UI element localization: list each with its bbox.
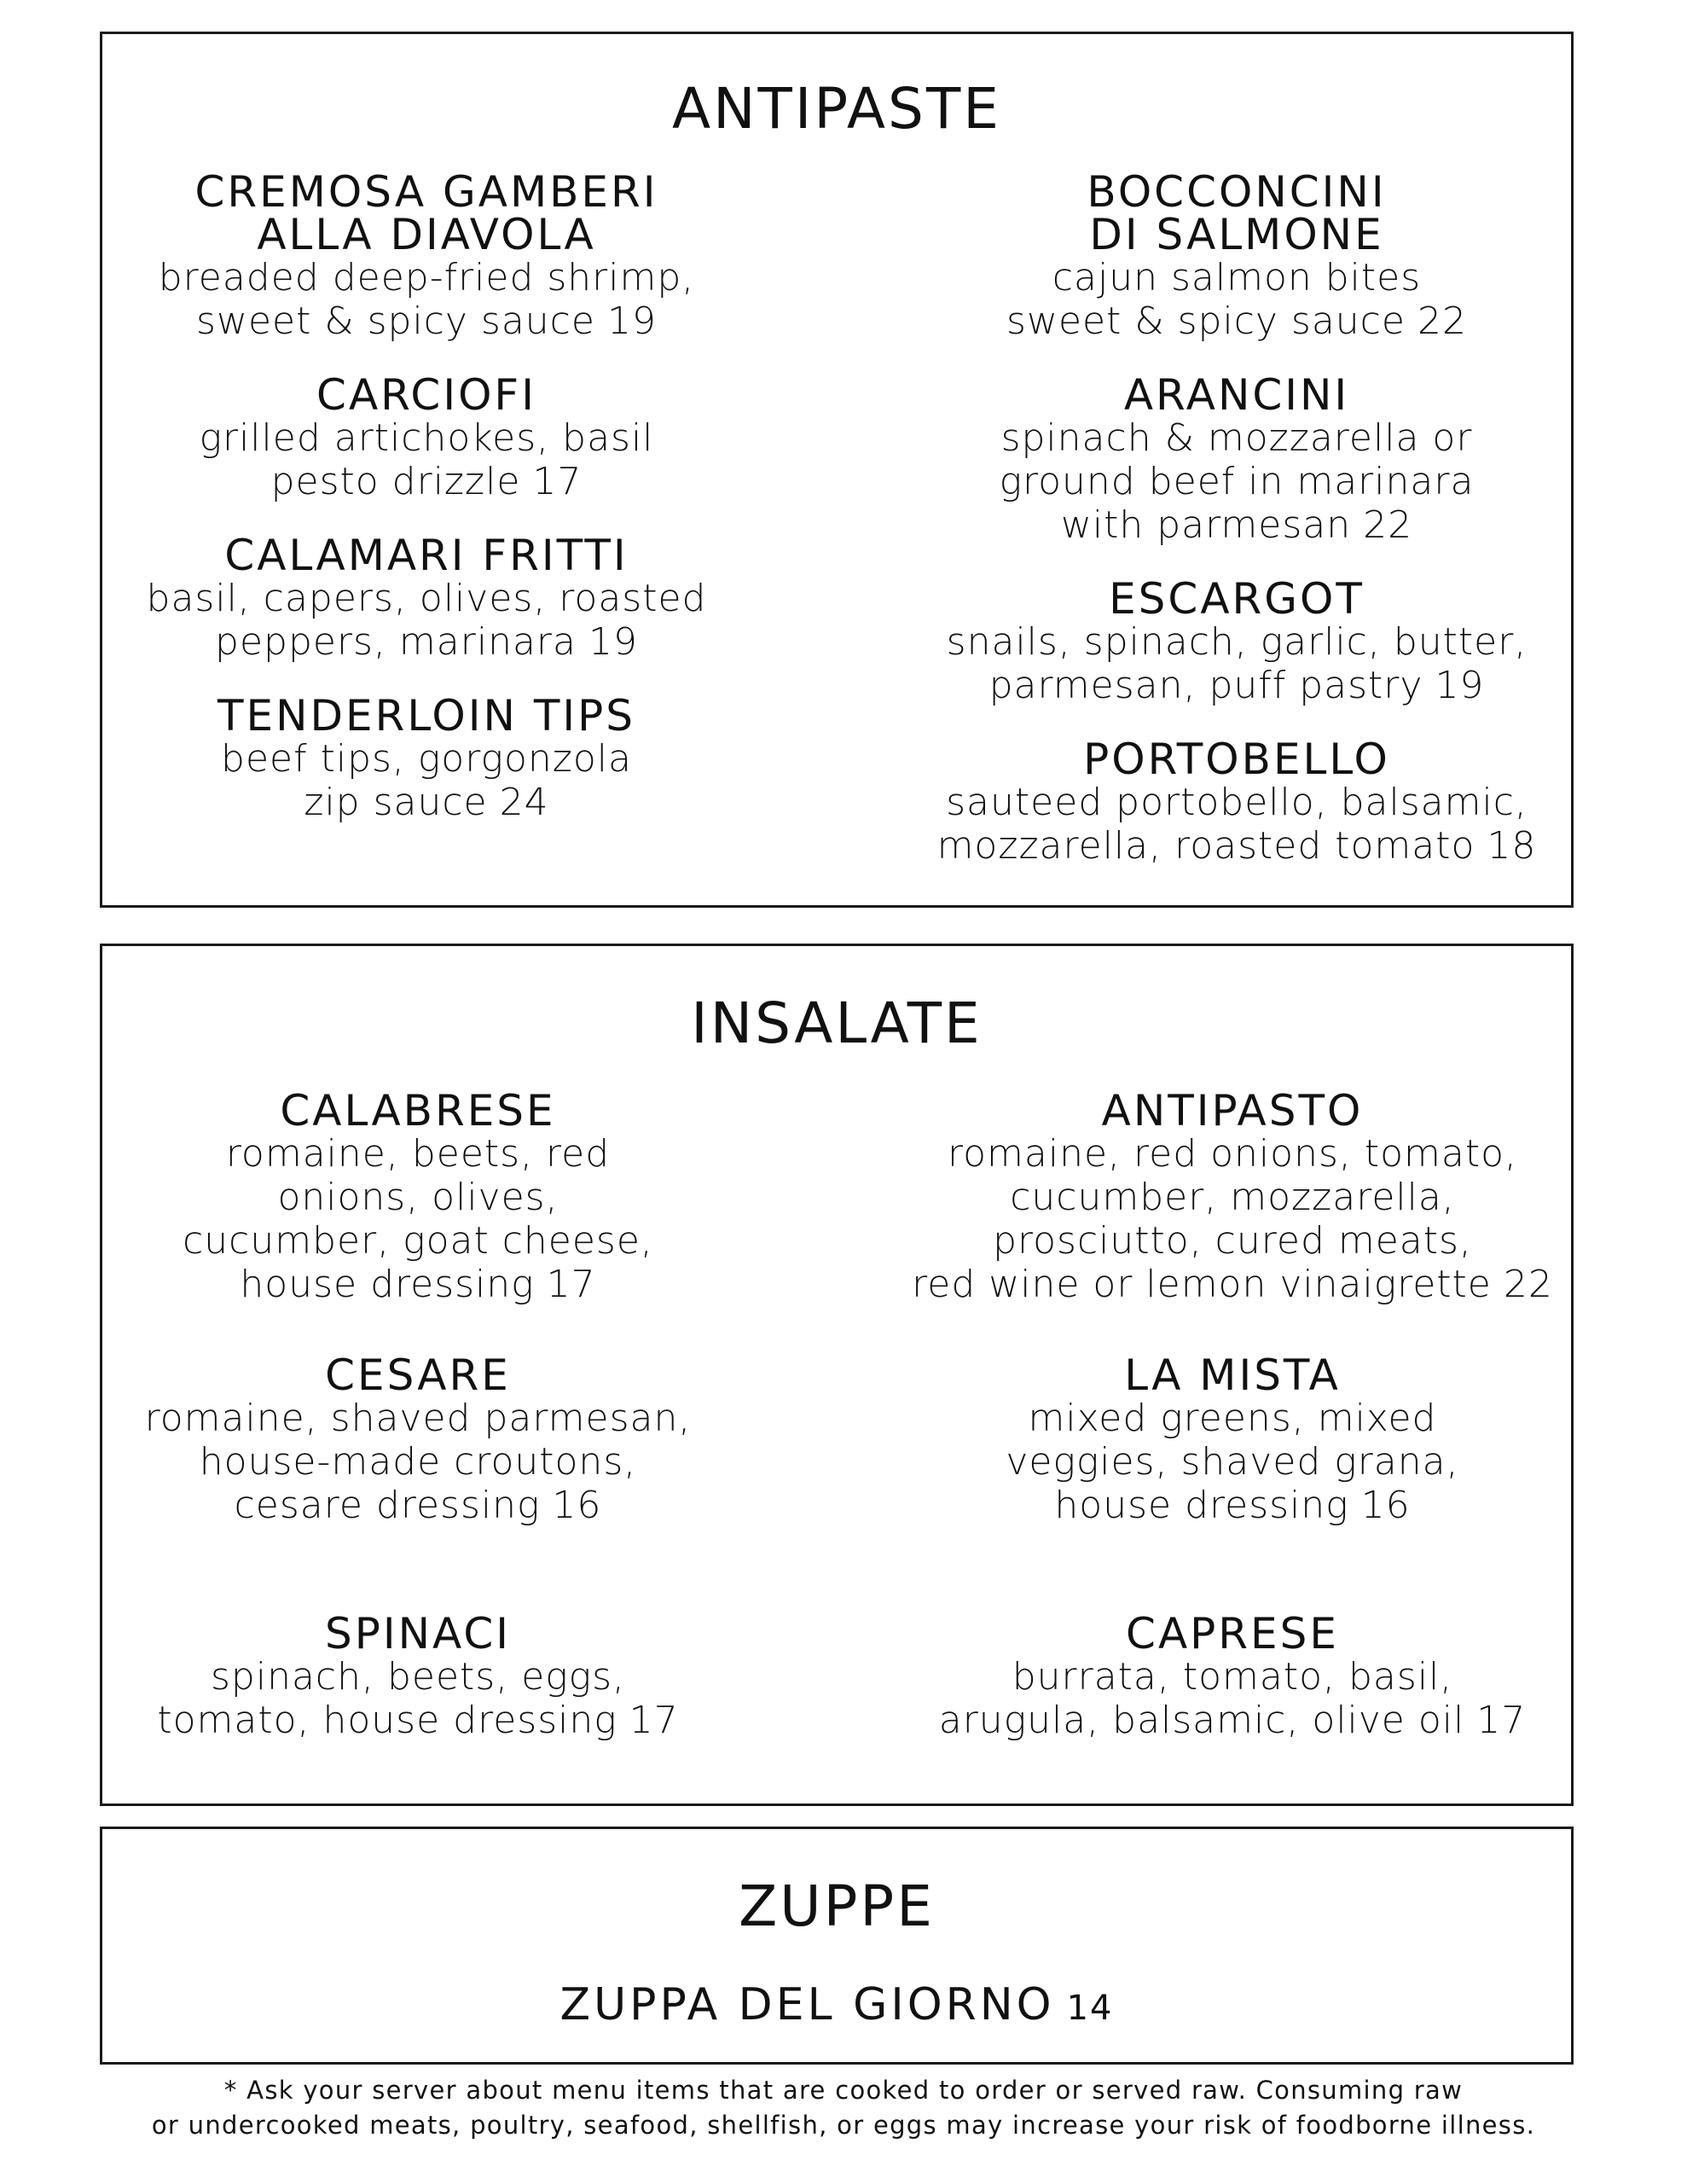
item-description: beef tips, gorgonzola zip sauce: [221, 737, 632, 824]
disclaimer-line: * Ask your server about menu items that are cooked to order or served raw. Consuming raw: [223, 2076, 1464, 2105]
item-description: cajun salmon bites sweet & spicy sauce: [1006, 256, 1422, 343]
item-name: LA MISTA: [1124, 1350, 1341, 1400]
item-name: SPINACI: [324, 1609, 512, 1658]
insalate-right-column: [887, 1086, 1578, 1742]
menu-item: [102, 1086, 733, 1306]
item-description: romaine, red onions, tomato, cucumber, mozzarella, prosciutto, cured meats, red wine or lemon vinaigrette: [912, 1132, 1518, 1306]
zuppa-item: [102, 1979, 1571, 2030]
item-price: 14: [1066, 1989, 1114, 2028]
menu-item: [102, 691, 751, 824]
item-price: 22: [1363, 503, 1413, 547]
item-description: snails, spinach, garlic, butter, parmesan, puff pastry: [946, 620, 1528, 707]
item-price: 17: [532, 460, 583, 503]
menu-item: [887, 1609, 1578, 1742]
menu-item: [887, 1086, 1578, 1306]
antipaste-title: ANTIPASTE: [672, 76, 1001, 142]
antipaste-section: [100, 32, 1574, 908]
menu-item: [102, 167, 751, 343]
zuppe-section: [100, 1827, 1574, 2065]
item-price: 19: [1435, 664, 1485, 707]
menu-item: [913, 370, 1561, 547]
menu-item: [102, 1350, 733, 1527]
item-price: 17: [1476, 1699, 1527, 1742]
item-name: ANTIPASTO: [1101, 1086, 1364, 1136]
raw-food-disclaimer: [0, 2073, 1687, 2143]
item-description: romaine, shaved parmesan, house-made croutons, cesare dressing: [144, 1397, 692, 1527]
item-price: 18: [1487, 824, 1537, 868]
menu-item: [102, 370, 751, 503]
item-price: 22: [1417, 299, 1467, 343]
item-price: 19: [606, 299, 657, 343]
item-name: BOCCONCINI DI SALMONE: [1087, 167, 1387, 259]
menu-item: [887, 1350, 1578, 1527]
item-name: ARANCINI: [1123, 370, 1350, 420]
item-description: sauteed portobello, balsamic, mozzarella, roasted tomato: [936, 781, 1528, 868]
item-price: 17: [546, 1263, 596, 1306]
antipaste-right-column: [913, 167, 1561, 868]
insalate-section: [100, 944, 1574, 1806]
menu-item: [102, 1609, 733, 1742]
item-description: romaine, beets, red onions, olives, cucumber, goat cheese, house dressing: [183, 1132, 653, 1306]
insalate-left-column: [102, 1086, 733, 1742]
item-name: CARCIOFI: [316, 370, 536, 420]
item-name: PORTOBELLO: [1083, 735, 1390, 784]
menu-item: [913, 735, 1561, 868]
item-description: grilled artichokes, basil pesto drizzle: [199, 416, 654, 503]
antipaste-left-column: [102, 167, 751, 824]
disclaimer-line: or undercooked meats, poultry, seafood, shellfish, or eggs may increase your risk of foodborne illness.: [151, 2111, 1536, 2140]
item-name: CESARE: [325, 1350, 511, 1400]
item-description: basil, capers, olives, roasted peppers, marinara: [146, 577, 707, 664]
item-description: mixed greens, mixed veggies, shaved grana, house dressing: [1006, 1397, 1459, 1527]
item-name: CALABRESE: [280, 1086, 556, 1136]
item-price: 22: [1503, 1263, 1553, 1306]
item-description: spinach, beets, eggs, tomato, house dressing: [157, 1655, 625, 1742]
item-name: CAPRESE: [1126, 1609, 1339, 1658]
item-name: ESCARGOT: [1109, 574, 1365, 624]
item-price: 17: [629, 1699, 679, 1742]
item-price: 19: [588, 620, 638, 664]
item-price: 16: [1360, 1484, 1411, 1527]
insalate-title: INSALATE: [691, 990, 983, 1056]
item-name: CALAMARI FRITTI: [224, 531, 629, 580]
zuppe-title: ZUPPE: [739, 1873, 935, 1939]
menu-item: [913, 574, 1561, 707]
item-name: TENDERLOIN TIPS: [217, 691, 636, 741]
menu-item: [102, 531, 751, 664]
menu-item: [913, 167, 1561, 343]
item-description: spinach & mozzarella or ground beef in marinara with parmesan: [999, 416, 1475, 547]
item-price: 24: [499, 781, 549, 824]
item-description: burrata, tomato, basil, arugula, balsamic, olive oil: [938, 1655, 1465, 1742]
item-name: CREMOSA GAMBERI ALLA DIAVOLA: [194, 167, 658, 259]
item-description: breaded deep-fried shrimp, sweet & spicy sauce: [158, 256, 695, 343]
item-price: 16: [552, 1484, 602, 1527]
item-name: ZUPPA DEL GIORNO: [559, 1979, 1055, 2030]
